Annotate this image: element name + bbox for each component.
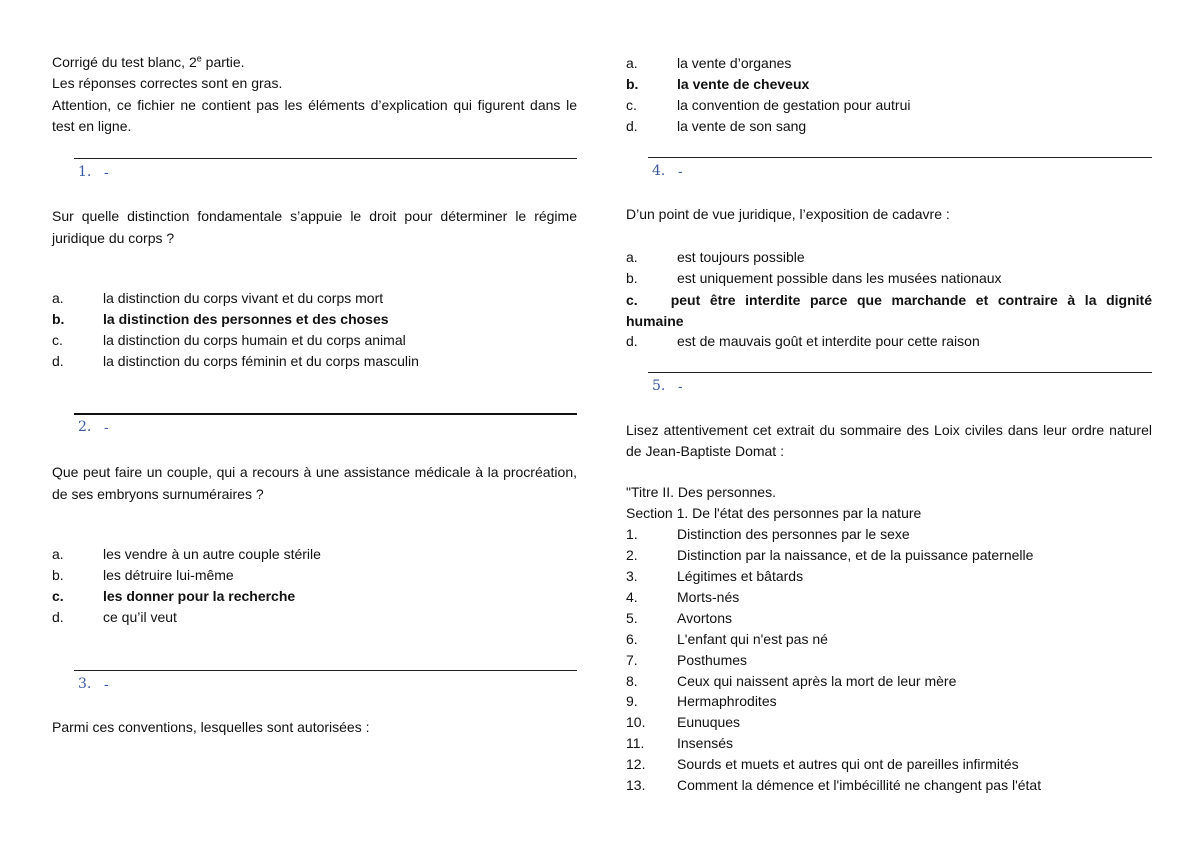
question-2-header bbox=[74, 413, 577, 443]
question-title: - bbox=[678, 378, 683, 394]
question-5-header bbox=[648, 372, 1152, 402]
question-1-prompt: Sur quelle distinction fondamentale s’appuie le droit pour déterminer le régime juridique du corps ? bbox=[52, 208, 577, 246]
question-4-prompt: D’un point de vue juridique, l’exposition de cadavre : bbox=[626, 206, 950, 222]
question-2-prompt: Que peut faire un couple, qui a recours à une assistance médicale à la procréation, de ses embryons surnuméraires ? bbox=[52, 464, 577, 502]
question-divider bbox=[74, 670, 577, 671]
question-title: - bbox=[678, 163, 683, 179]
intro-warning: Attention, ce fichier ne contient pas les éléments d’explication qui figurent dans le test en ligne. bbox=[52, 97, 577, 134]
document-page: Corrigé du test blanc, 2e partie. Les réponses correctes sont en gras. Attention, ce fichier ne contient pas les éléments d’explication qui figurent dans le test en ligne. 1. - Sur quelle distinction fondamentale s’appuie le droit pour déterminer le régime juridique du corps ? a. la distinction du corps vivant et du corps mort b. la distinction des personnes et des choses c. la distinction du corps humain et du corps animal d. la distinction du corps féminin et du corps masculin 2. - Que peut faire un couple, qui a recours à une assistance médicale à la procréation, de ses embryons surnuméraires ? a. les vendre à un autre couple stérile b. les détruire lui-même c. les donner pour la recherche d. ce qu’il veut 3. - Parmi ces conventions, lesquelles sont autorisées : a. la vente d’organes b. la vente de cheveux c. la convention de gestation pour autrui d. la vente de son sang 4. - D’un point de vue juridique, l’exposition de cadavre : a. est toujours possible b. est uniquement possible dans les musées nationaux c. peut être interdite parce que marchande et contraire à la dignité humaine d. est de mauvais goût et interdite pour cette raison 5. - Lisez attentivement cet extrait du sommaire des Loix civiles dans leur ordre naturel de Jean-Baptiste Domat : "Titre II. Des personnes. Section 1. De l'état des personnes par la nature 1. Distinction des personnes par le sexe 2. Distinction par la naissance, et de la puissance paternelle 3. Légitimes et bâtards 4. Morts-nés 5. Avortons 6. L'enfant qui n'est pas né 7. Posthumes 8. Ceux qui naissent après la mort de leur mère 9. Hermaphrodites 10. Eunuques 11. Insensés 12. Sourds et muets et autres qui ont de pareilles infirmités 13. Comment la démence et l'imbécillité ne changent pas l'état bbox=[52, 53, 1152, 793]
question-number: 2. bbox=[78, 419, 92, 435]
question-divider bbox=[648, 372, 1152, 373]
question-number: 3. bbox=[78, 676, 92, 692]
question-title: - bbox=[104, 164, 109, 180]
question-number: 1. bbox=[78, 164, 92, 180]
question-3-header bbox=[74, 670, 577, 700]
question-4-header bbox=[648, 157, 1152, 187]
question-title: - bbox=[104, 676, 109, 692]
question-4-option-c-correct: c. peut être interdite parce que marchande et contraire à la dignité humaine bbox=[626, 292, 1152, 329]
question-divider bbox=[74, 413, 577, 415]
question-5-prompt: Lisez attentivement cet extrait du sommaire des Loix civiles dans leur ordre naturel de Jean-Baptiste Domat : bbox=[626, 422, 1152, 459]
question-1-header bbox=[74, 158, 577, 188]
excerpt-title: "Titre II. Des personnes. bbox=[626, 484, 776, 500]
question-divider bbox=[74, 158, 577, 159]
question-title: - bbox=[104, 419, 109, 435]
question-number: 5. bbox=[652, 378, 666, 394]
excerpt-section: Section 1. De l'état des personnes par la nature bbox=[626, 505, 922, 521]
intro-title: Corrigé du test blanc, 2e partie. bbox=[52, 53, 245, 70]
intro-note-bold: Les réponses correctes sont en gras. bbox=[52, 75, 283, 91]
question-3-prompt: Parmi ces conventions, lesquelles sont autorisées : bbox=[52, 719, 370, 735]
question-number: 4. bbox=[652, 163, 666, 179]
question-divider bbox=[648, 157, 1152, 158]
